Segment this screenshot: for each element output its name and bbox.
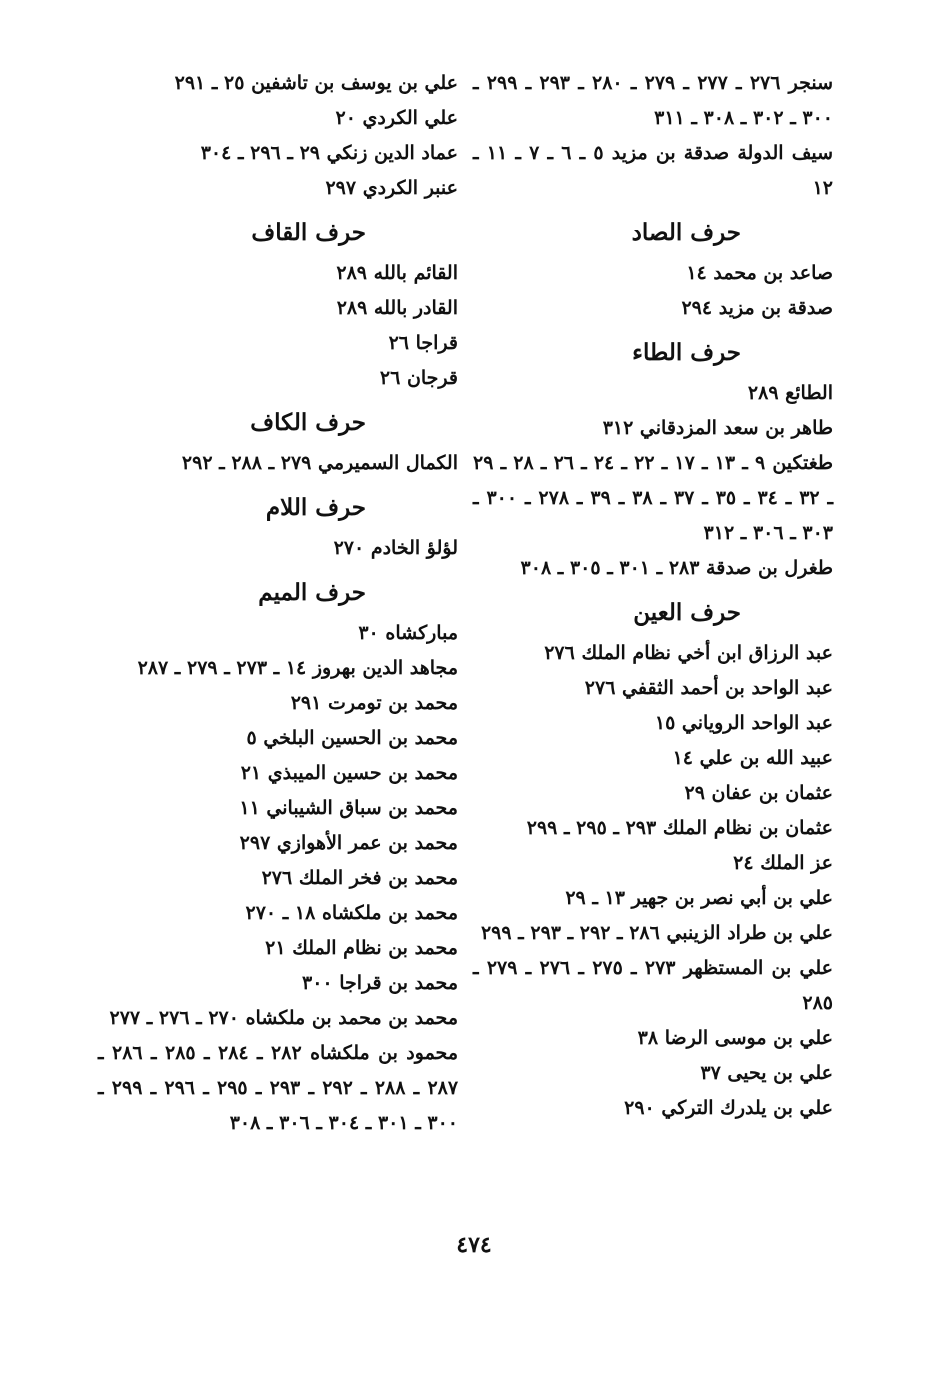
index-entry: محمد بن تومرت ٢٩١ (290, 692, 458, 714)
index-entry: محمد بن فخر الملك ٢٧٦ (261, 867, 458, 889)
page-number: ٤٧٤ (456, 1232, 492, 1258)
index-entry: عبيد الله بن علي ١٤ (672, 747, 833, 769)
index-entry: القادر بالله ٢٨٩ (336, 297, 458, 319)
index-entry: قراجا ٢٦ (388, 332, 458, 354)
section-heading: حرف الكاف (250, 409, 366, 436)
index-entry: عبد الرزاق ابن أخي نظام الملك ٢٧٦ (544, 642, 833, 664)
index-column-left (98, 66, 458, 1141)
index-entry: سنجر ٢٧٦ ـ ٢٧٧ ـ ٢٧٩ ـ ٢٨٠ ـ ٢٩٣ ـ ٢٩٩ ـ ٣٠٠ ـ ٣٠٢ ـ ٣٠٨ ـ ٣١١ (473, 72, 834, 129)
index-entry: طغرل بن صدقة ٢٨٣ ـ ٣٠١ ـ ٣٠٥ ـ ٣٠٨ (520, 557, 833, 579)
index-entry: قرجان ٢٦ (379, 367, 458, 389)
index-entry: عماد الدين زنكي ٢٩ ـ ٢٩٦ ـ ٣٠٤ (200, 142, 458, 164)
index-entry: طاهر بن سعد المزدقاني ٣١٢ (602, 417, 833, 439)
index-entry: محمد بن حسين الميبذي ٢١ (240, 762, 458, 784)
index-entry: محمود بن ملكشاه ٢٨٢ ـ ٢٨٤ ـ ٢٨٥ ـ ٢٨٦ ـ ٢٨٧ ـ ٢٨٨ ـ ٢٩٢ ـ ٢٩٣ ـ ٢٩٥ ـ ٢٩٦ ـ ٢٩٩ ـ ٣٠٠ ـ ٣٠١ ـ ٣٠٤ ـ ٣٠٦ ـ ٣٠٨ (98, 1042, 459, 1134)
index-entry: علي الكردي ٢٠ (335, 107, 458, 129)
section-heading: حرف الميم (258, 579, 366, 606)
section-heading: حرف القاف (251, 219, 366, 246)
index-entry: الطائع ٢٨٩ (747, 382, 833, 404)
index-entry: عبد الواحد بن أحمد الثقفي ٢٧٦ (584, 677, 833, 699)
index-entry: مجاهد الدين بهروز ١٤ ـ ٢٧٣ ـ ٢٧٩ ـ ٢٨٧ (137, 657, 458, 679)
index-entry: لؤلؤ الخادم ٢٧٠ (333, 537, 458, 559)
index-entry: محمد بن نظام الملك ٢١ (265, 937, 458, 959)
index-entry: عز الملك ٢٤ (733, 852, 833, 874)
index-entry: القائم بالله ٢٨٩ (336, 262, 458, 284)
index-entry: محمد بن الحسين البلخي ٥ (246, 727, 458, 749)
index-entry: علي بن يوسف بن تاشفين ٢٥ ـ ٢٩١ (174, 72, 458, 94)
section-heading: حرف الطاء (632, 339, 741, 366)
index-entry: محمد بن ملكشاه ١٨ ـ ٢٧٠ (245, 902, 458, 924)
index-entry: محمد بن قراجا ٣٠٠ (302, 972, 458, 994)
index-entry: سيف الدولة صدقة بن مزيد ٥ ـ ٦ ـ ٧ ـ ١١ ـ ١٢ (473, 142, 834, 199)
section-heading: حرف العين (633, 599, 741, 626)
index-entry: علي بن يلدرك التركي ٢٩٠ (624, 1097, 833, 1119)
index-entry: علي بن المستظهر ٢٧٣ ـ ٢٧٥ ـ ٢٧٦ ـ ٢٧٩ ـ ٢٨٥ (473, 957, 834, 1014)
section-heading: حرف الصاد (631, 219, 741, 246)
index-entry: عنبر الكردي ٢٩٧ (325, 177, 458, 199)
index-entry: عبد الواحد الروياني ١٥ (654, 712, 833, 734)
index-entry: علي بن أبي نصر بن جهير ١٣ ـ ٢٩ (565, 887, 833, 909)
index-entry: علي بن طراد الزينبي ٢٨٦ ـ ٢٩٢ ـ ٢٩٣ ـ ٢٩٩ (480, 922, 833, 944)
index-entry: علي بن موسى الرضا ٣٨ (637, 1027, 833, 1049)
section-heading: حرف اللام (265, 494, 366, 521)
index-entry: الكمال السميرمي ٢٧٩ ـ ٢٨٨ ـ ٢٩٢ (181, 452, 458, 474)
index-column-right (473, 66, 833, 1126)
index-entry: محمد بن عمر الأهوازي ٢٩٧ (239, 832, 458, 854)
index-entry: صدقة بن مزيد ٢٩٤ (681, 297, 833, 319)
index-entry: طغتكين ٩ ـ ١٣ ـ ١٧ ـ ٢٢ ـ ٢٤ ـ ٢٦ ـ ٢٨ ـ ٢٩ ـ ٣٢ ـ ٣٤ ـ ٣٥ ـ ٣٧ ـ ٣٨ ـ ٣٩ ـ ٢٧٨ ـ ٣٠٠ ـ ٣٠٣ ـ ٣٠٦ ـ ٣١٢ (473, 452, 834, 544)
index-entry: مباركشاه ٣٠ (358, 622, 458, 644)
index-entry: علي بن يحيى ٣٧ (700, 1062, 833, 1084)
index-entry: عثمان بن نظام الملك ٢٩٣ ـ ٢٩٥ ـ ٢٩٩ (526, 817, 833, 839)
index-entry: محمد بن سباق الشيباني ١١ (239, 797, 458, 819)
index-entry: صاعد بن محمد ١٤ (686, 262, 833, 284)
index-entry: عثمان بن عفان ٢٩ (684, 782, 833, 804)
index-entry: محمد بن محمد بن ملكشاه ٢٧٠ ـ ٢٧٦ ـ ٢٧٧ (109, 1007, 458, 1029)
